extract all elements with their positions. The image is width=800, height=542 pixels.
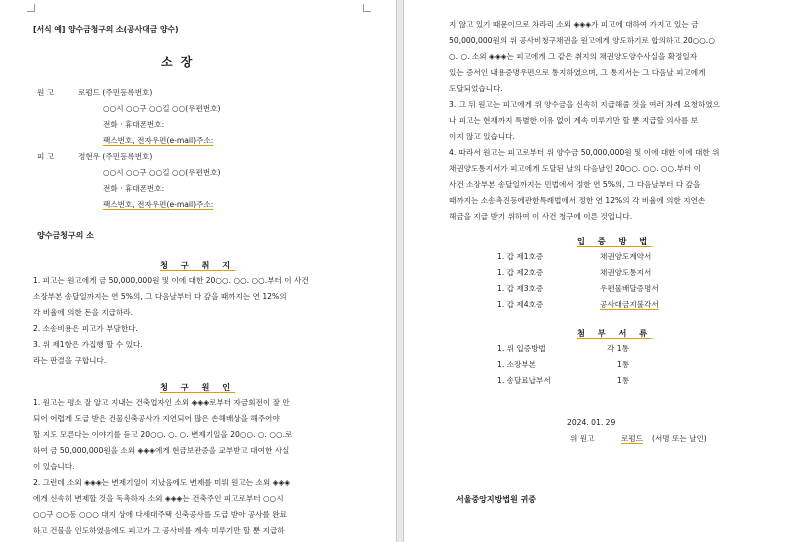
margin-corner-mark xyxy=(27,4,35,12)
filing-date: 2024. 01. 29 xyxy=(567,418,616,427)
defendant-fax: 팩스번호, 전자우편(e-mail)주소: xyxy=(103,200,214,209)
evidence-heading: 입 증 방 법 xyxy=(577,236,653,246)
cause-cont-line: 나 피고는 현재까지 특별한 이유 없이 계속 미루기만 할 뿐 지급할 의사를 보 xyxy=(449,116,699,125)
cause-cont-line: 3. 그 뒤 원고는 피고에게 위 양수금을 신속히 지급해줄 것을 여러 차례 요청하였으 xyxy=(449,100,720,109)
signer-prefix: 위 원고 xyxy=(570,434,595,443)
cause-cont-line: 50,000,000원의 위 공사비청구채권을 원고에게 양도하기로 합의하고 20○○.○ xyxy=(449,36,715,45)
cause-line: 하고 건물을 인도하였음에도 피고가 그 공사비를 계속 미루기만 할 뿐 지급하 xyxy=(33,526,285,535)
cause-line: 되어 어렵게 도급 받은 건물신축공사가 지연되어 많은 손해배상을 해주어야 xyxy=(33,414,280,423)
defendant-phone: 전화 · 휴대폰번호: xyxy=(103,184,165,193)
claim-line: 2. 소송비용은 피고가 부담한다. xyxy=(33,324,138,333)
signer-suffix: (서명 또는 날인) xyxy=(652,434,707,443)
attachment-value: 1통 xyxy=(617,360,630,369)
attachments-heading: 첨 부 서 류 xyxy=(577,328,653,338)
claim-line: 1. 피고는 원고에게 금 50,000,000원 및 이에 대한 20○○. ○○. ○○.부터 이 사건 xyxy=(33,276,309,285)
evidence-value: 공사대금지불각서 xyxy=(600,300,659,309)
defendant-role: 피 고 xyxy=(37,152,55,161)
attachment-value: 1통 xyxy=(617,376,630,385)
signer-name: 로펌드 xyxy=(621,434,644,443)
cause-cont-line: ○. ○. 소외 ◈◈◈는 피고에게 그 같은 취지의 채권양도양수사실을 확정일자 xyxy=(449,52,698,61)
claim-line: 소장부본 송달일까지는 연 5%의, 그 다음날부터 다 갚을 때까지는 연 12%의 xyxy=(33,292,287,301)
cause-cont-line: 4. 따라서 원고는 피고로부터 위 양수금 50,000,000원 및 이에 대한 이에 대한 위 xyxy=(449,148,720,157)
claim-heading: 청 구 취 지 xyxy=(160,260,236,270)
plaintiff-phone: 전화 · 휴대폰번호: xyxy=(103,120,165,129)
margin-corner-mark xyxy=(363,4,371,12)
evidence-value: 채권양도계약서 xyxy=(600,252,652,261)
plaintiff-role: 원 고 xyxy=(37,88,55,97)
cause-cont-line: 지 않고 있기 때문이므로 차라리 소외 ◈◈◈가 피고에 대하여 가지고 있는 금 xyxy=(449,20,699,29)
defendant-name: 정현우 (주민등록번호) xyxy=(78,152,153,161)
document-page-right xyxy=(403,0,800,542)
attachment-value: 각 1통 xyxy=(607,344,629,353)
form-label: [서식 예] 양수금청구의 소(공사대금 양수) xyxy=(33,25,179,34)
document-page-left xyxy=(0,0,397,542)
attachment-label: 1. 위 입증방법 xyxy=(497,344,546,353)
case-name: 양수금청구의 소 xyxy=(37,231,94,240)
evidence-value: 채권양도통지서 xyxy=(600,268,652,277)
court-name: 서울중앙지방법원 귀중 xyxy=(456,495,537,504)
attachment-label: 1. 송달료납부서 xyxy=(497,376,551,385)
cause-cont-line: 도달되었습니다. xyxy=(449,84,503,93)
document-title: 소 장 xyxy=(161,55,195,69)
cause-cont-line: 있는 증서인 내용증명우편으로 통지하였으며, 그 통지서는 그 다음날 피고에게 xyxy=(449,68,706,77)
cause-line: 1. 원고는 평소 잘 알고 지내는 건축업자인 소외 ◈◈◈로부터 자금회전이 잘 안 xyxy=(33,398,290,407)
cause-cont-line: 이지 않고 있습니다. xyxy=(449,132,515,141)
plaintiff-address: ○○시 ○○구 ○○길 ○○(우편번호) xyxy=(103,104,221,113)
cause-heading: 청 구 원 인 xyxy=(160,382,236,392)
cause-cont-line: 채권양도통지서가 피고에게 도달된 날의 다음날인 20○○. ○○. ○○.부터 이 xyxy=(449,164,702,173)
claim-line: 라는 판결을 구합니다. xyxy=(33,356,107,365)
claim-line: 3. 위 제1항은 가집행 할 수 있다. xyxy=(33,340,143,349)
cause-cont-line: 사건 소장부본 송달일까지는 민법에서 정한 연 5%의, 그 다음날부터 다 갚을 xyxy=(449,180,701,189)
cause-line: 할 지도 모른다는 이야기를 듣고 20○○. ○. ○. 변제기일을 20○○. ○. ○○.로 xyxy=(33,430,293,439)
evidence-label: 1. 갑 제3호증 xyxy=(497,284,544,293)
defendant-address: ○○시 ○○구 ○○길 ○○(우편번호) xyxy=(103,168,221,177)
cause-cont-line: 때까지는 소송촉진등에관한특례법에서 정한 연 12%의 각 비율에 의한 지연손 xyxy=(449,196,706,205)
cause-line: 하여 금 50,000,000원을 소외 ◈◈◈에게 현금보관증을 교부받고 대여한 사실 xyxy=(33,446,290,455)
evidence-label: 1. 갑 제4호증 xyxy=(497,300,544,309)
evidence-value: 우편물배달증명서 xyxy=(600,284,659,293)
cause-line: ○○구 ○○동 ○○○ 대지 상에 다세대주택 신축공사를 도급 받아 공사를 완료 xyxy=(33,510,287,519)
cause-line: 2. 그런데 소외 ◈◈◈는 변제기일이 지났음에도 변제를 미뤄 원고는 소외 ◈◈◈ xyxy=(33,478,291,487)
cause-cont-line: 해금을 지급 받기 위하여 이 사건 청구에 이른 것입니다. xyxy=(449,212,633,221)
evidence-label: 1. 갑 제1호증 xyxy=(497,252,544,261)
cause-line: 이 있습니다. xyxy=(33,462,75,471)
plaintiff-name: 로펌드 (주민등록번호) xyxy=(78,88,153,97)
cause-line: 에게 신속히 변제할 것을 독촉하자 소외 ◈◈◈는 건축주인 피고로부터 ○○시 xyxy=(33,494,284,503)
attachment-label: 1. 소장부본 xyxy=(497,360,537,369)
evidence-label: 1. 갑 제2호증 xyxy=(497,268,544,277)
claim-line: 각 비율에 의한 돈을 지급하라. xyxy=(33,308,134,317)
plaintiff-fax: 팩스번호, 전자우편(e-mail)주소: xyxy=(103,136,214,145)
